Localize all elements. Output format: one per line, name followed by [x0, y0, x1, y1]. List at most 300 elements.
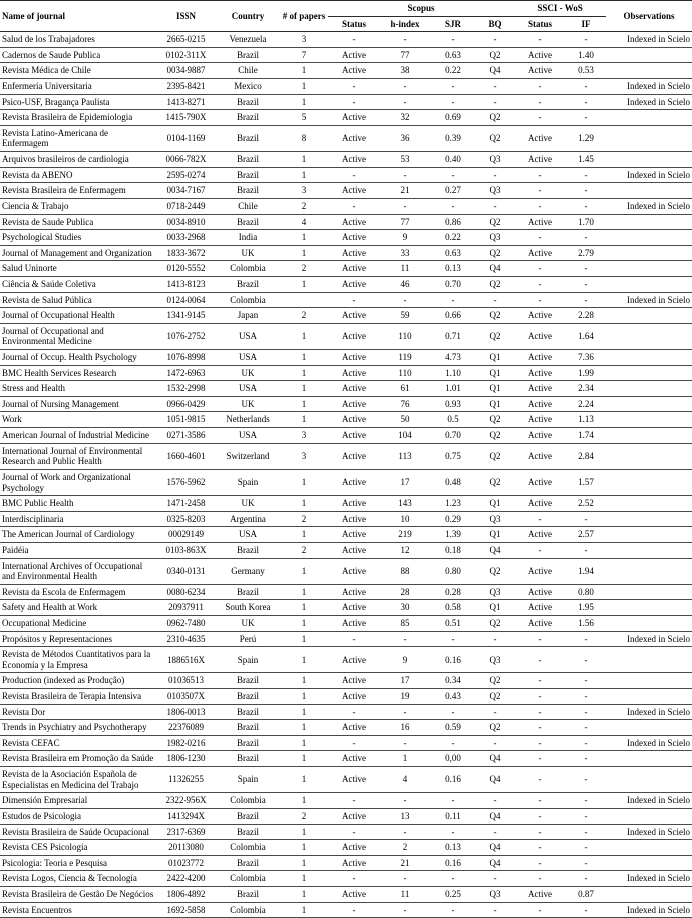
cell-sjr: 1.23 [430, 496, 476, 512]
cell-num-papers: 1 [280, 276, 328, 292]
cell-issn: 1806-0013 [156, 704, 216, 720]
cell-scopus-status: Active [328, 584, 380, 600]
cell-scopus-status: - [328, 704, 380, 720]
cell-issn: 1692-5858 [156, 902, 216, 918]
cell-sjr: 0.86 [430, 214, 476, 230]
cell-bq: - [476, 824, 514, 840]
cell-bq: Q1 [476, 365, 514, 381]
cell-country: Spain [216, 767, 280, 793]
cell-journal-name: Revista de Saude Publica [0, 214, 156, 230]
cell-bq: Q4 [476, 855, 514, 871]
cell-bq: Q2 [476, 276, 514, 292]
cell-issn: 0962-7480 [156, 615, 216, 631]
cell-issn: 1076-8998 [156, 350, 216, 366]
cell-if: - [566, 751, 606, 767]
cell-if: 7.36 [566, 350, 606, 366]
header-ssci-wos-group: SSCI - WoS [514, 1, 606, 17]
cell-observations [606, 496, 692, 512]
cell-sjr: - [430, 198, 476, 214]
cell-h-index: 17 [380, 673, 430, 689]
cell-num-papers: 7 [280, 47, 328, 63]
cell-num-papers: 1 [280, 767, 328, 793]
cell-observations: Indexed in Scielo [606, 793, 692, 809]
cell-bq: Q2 [476, 245, 514, 261]
cell-if: - [566, 94, 606, 110]
cell-sjr: - [430, 292, 476, 308]
cell-issn: 1833-3672 [156, 245, 216, 261]
cell-observations [606, 511, 692, 527]
cell-journal-name: Arquivos brasileiros de cardiologia [0, 152, 156, 168]
cell-wos-status: - [514, 647, 566, 673]
cell-observations [606, 469, 692, 495]
cell-if: - [566, 79, 606, 95]
cell-journal-name: Revista Brasileira de Enfermagem [0, 183, 156, 199]
cell-issn: 0966-0429 [156, 396, 216, 412]
cell-num-papers: 1 [280, 245, 328, 261]
cell-country: Brazil [216, 110, 280, 126]
cell-observations: Indexed in Scielo [606, 631, 692, 647]
cell-issn: 0034-7167 [156, 183, 216, 199]
cell-wos-status: - [514, 673, 566, 689]
cell-wos-status: - [514, 261, 566, 277]
cell-bq: Q2 [476, 469, 514, 495]
cell-country: Switzerland [216, 443, 280, 469]
cell-country: Brazil [216, 855, 280, 871]
cell-bq: - [476, 793, 514, 809]
cell-bq: - [476, 32, 514, 48]
cell-scopus-status: Active [328, 63, 380, 79]
cell-h-index: - [380, 79, 430, 95]
table-row [0, 79, 692, 95]
table-row [0, 412, 692, 428]
cell-issn: 0080-6234 [156, 584, 216, 600]
cell-sjr: 0.16 [430, 855, 476, 871]
cell-journal-name: Safety and Health at Work [0, 600, 156, 616]
cell-if: - [566, 824, 606, 840]
cell-wos-status: - [514, 855, 566, 871]
cell-wos-status: - [514, 32, 566, 48]
cell-issn: 1413-8123 [156, 276, 216, 292]
cell-num-papers: 1 [280, 704, 328, 720]
cell-journal-name: Stress and Health [0, 381, 156, 397]
cell-country: Netherlands [216, 412, 280, 428]
cell-num-papers: 1 [280, 323, 328, 349]
cell-wos-status: Active [514, 323, 566, 349]
cell-num-papers: 2 [280, 261, 328, 277]
cell-bq: Q2 [476, 110, 514, 126]
cell-if: 0.80 [566, 584, 606, 600]
cell-scopus-status: Active [328, 428, 380, 444]
cell-bq: Q2 [476, 558, 514, 584]
cell-country: Brazil [216, 167, 280, 183]
cell-wos-status: Active [514, 558, 566, 584]
cell-journal-name: Revista Brasileira em Promoção da Saúde [0, 751, 156, 767]
cell-issn: 1982-0216 [156, 735, 216, 751]
cell-observations [606, 276, 692, 292]
cell-bq: Q3 [476, 511, 514, 527]
cell-scopus-status: Active [328, 527, 380, 543]
cell-issn: 1415-790X [156, 110, 216, 126]
cell-if: 1.64 [566, 323, 606, 349]
cell-sjr: 0.71 [430, 323, 476, 349]
cell-scopus-status: Active [328, 381, 380, 397]
cell-num-papers: 1 [280, 720, 328, 736]
cell-bq: Q3 [476, 152, 514, 168]
cell-bq: Q1 [476, 496, 514, 512]
cell-num-papers: 1 [280, 79, 328, 95]
cell-observations [606, 183, 692, 199]
cell-wos-status: Active [514, 365, 566, 381]
cell-observations [606, 308, 692, 324]
table-row [0, 751, 692, 767]
cell-country: Brazil [216, 886, 280, 902]
cell-h-index: - [380, 32, 430, 48]
cell-bq: Q2 [476, 47, 514, 63]
cell-issn: 1471-2458 [156, 496, 216, 512]
cell-bq: Q2 [476, 412, 514, 428]
cell-country: Germany [216, 558, 280, 584]
cell-num-papers: 1 [280, 615, 328, 631]
cell-journal-name: Revista Brasileira de Terapia Intensiva [0, 689, 156, 705]
cell-scopus-status: - [328, 32, 380, 48]
header-h-index: h-index [380, 16, 430, 32]
cell-wos-status: - [514, 689, 566, 705]
cell-journal-name: International Journal of Environmental Research and Public Health [0, 443, 156, 469]
cell-wos-status: Active [514, 600, 566, 616]
cell-if: 2.24 [566, 396, 606, 412]
cell-wos-status: Active [514, 527, 566, 543]
cell-scopus-status: Active [328, 214, 380, 230]
cell-journal-name: BMC Health Services Research [0, 365, 156, 381]
cell-sjr: 0.93 [430, 396, 476, 412]
cell-h-index: 104 [380, 428, 430, 444]
cell-bq: Q2 [476, 214, 514, 230]
cell-issn: 0033-2968 [156, 230, 216, 246]
cell-if: - [566, 183, 606, 199]
cell-h-index: 21 [380, 855, 430, 871]
cell-sjr: - [430, 902, 476, 918]
cell-journal-name: Psychological Studies [0, 230, 156, 246]
cell-if: 2.84 [566, 443, 606, 469]
cell-bq: Q2 [476, 615, 514, 631]
cell-sjr: 0.80 [430, 558, 476, 584]
cell-observations [606, 600, 692, 616]
cell-scopus-status: Active [328, 600, 380, 616]
cell-issn: 2322-956X [156, 793, 216, 809]
cell-sjr: 0.48 [430, 469, 476, 495]
cell-wos-status: - [514, 79, 566, 95]
cell-sjr: - [430, 735, 476, 751]
cell-scopus-status: Active [328, 855, 380, 871]
cell-if: - [566, 110, 606, 126]
table-row [0, 496, 692, 512]
cell-wos-status: Active [514, 152, 566, 168]
cell-wos-status: - [514, 230, 566, 246]
table-row [0, 871, 692, 887]
cell-if: - [566, 855, 606, 871]
cell-sjr: 0.13 [430, 840, 476, 856]
table-row [0, 527, 692, 543]
cell-journal-name: Journal of Nursing Management [0, 396, 156, 412]
cell-sjr: 0.51 [430, 615, 476, 631]
cell-num-papers: 1 [280, 527, 328, 543]
cell-wos-status: - [514, 704, 566, 720]
table-row [0, 511, 692, 527]
cell-wos-status: Active [514, 584, 566, 600]
cell-num-papers [280, 292, 328, 308]
header-scopus-group: Scopus [328, 1, 514, 17]
cell-issn: 01036513 [156, 673, 216, 689]
cell-scopus-status: - [328, 167, 380, 183]
cell-bq: Q4 [476, 751, 514, 767]
journal-table-body [0, 32, 692, 918]
cell-observations [606, 855, 692, 871]
cell-sjr: - [430, 871, 476, 887]
cell-bq: - [476, 167, 514, 183]
cell-observations: Indexed in Scielo [606, 824, 692, 840]
cell-country: Colombia [216, 871, 280, 887]
cell-journal-name: Salud de los Trabajadores [0, 32, 156, 48]
cell-h-index: - [380, 735, 430, 751]
table-row [0, 245, 692, 261]
cell-country: Spain [216, 647, 280, 673]
cell-wos-status: Active [514, 214, 566, 230]
cell-observations [606, 396, 692, 412]
cell-sjr: 0.27 [430, 183, 476, 199]
cell-journal-name: Production (indexed as Produção) [0, 673, 156, 689]
table-row [0, 720, 692, 736]
cell-sjr: 0.39 [430, 125, 476, 151]
cell-scopus-status: Active [328, 365, 380, 381]
cell-h-index: 9 [380, 230, 430, 246]
cell-h-index: 33 [380, 245, 430, 261]
cell-journal-name: Journal of Management and Organization [0, 245, 156, 261]
cell-observations [606, 428, 692, 444]
cell-if: 1.70 [566, 214, 606, 230]
cell-issn: 0034-9887 [156, 63, 216, 79]
cell-journal-name: Revista da Escola de Enfermagem [0, 584, 156, 600]
cell-num-papers: 1 [280, 167, 328, 183]
cell-issn: 0103507X [156, 689, 216, 705]
cell-country: Japan [216, 308, 280, 324]
cell-observations [606, 615, 692, 631]
cell-if: 2.79 [566, 245, 606, 261]
cell-observations: Indexed in Scielo [606, 94, 692, 110]
cell-observations [606, 110, 692, 126]
cell-country: Brazil [216, 125, 280, 151]
cell-if: - [566, 689, 606, 705]
table-row [0, 94, 692, 110]
cell-h-index: 16 [380, 720, 430, 736]
cell-scopus-status: - [328, 871, 380, 887]
cell-country: Brazil [216, 276, 280, 292]
cell-h-index: - [380, 824, 430, 840]
table-row [0, 704, 692, 720]
cell-issn: 11326255 [156, 767, 216, 793]
cell-scopus-status: - [328, 824, 380, 840]
cell-journal-name: Interdisciplinaria [0, 511, 156, 527]
table-row [0, 902, 692, 918]
cell-h-index: 2 [380, 840, 430, 856]
cell-scopus-status: - [328, 198, 380, 214]
cell-scopus-status: Active [328, 350, 380, 366]
table-row [0, 308, 692, 324]
cell-sjr: 1.10 [430, 365, 476, 381]
cell-bq: Q2 [476, 323, 514, 349]
cell-if: - [566, 292, 606, 308]
cell-scopus-status: - [328, 735, 380, 751]
cell-if: - [566, 808, 606, 824]
cell-sjr: 0.69 [430, 110, 476, 126]
cell-country: USA [216, 428, 280, 444]
cell-observations [606, 542, 692, 558]
cell-scopus-status: Active [328, 276, 380, 292]
cell-num-papers: 2 [280, 808, 328, 824]
cell-h-index: - [380, 292, 430, 308]
cell-if: - [566, 167, 606, 183]
cell-if: 2.34 [566, 381, 606, 397]
cell-if: - [566, 276, 606, 292]
cell-if: - [566, 720, 606, 736]
cell-wos-status: - [514, 292, 566, 308]
cell-issn: 0120-5552 [156, 261, 216, 277]
cell-scopus-status: Active [328, 308, 380, 324]
cell-if: - [566, 631, 606, 647]
cell-if: 1.99 [566, 365, 606, 381]
cell-h-index: 143 [380, 496, 430, 512]
cell-journal-name: Estudos de Psicologia [0, 808, 156, 824]
cell-country: UK [216, 365, 280, 381]
cell-bq: Q4 [476, 767, 514, 793]
cell-observations: Indexed in Scielo [606, 79, 692, 95]
table-row [0, 808, 692, 824]
cell-country: Brazil [216, 584, 280, 600]
cell-issn: 0103-863X [156, 542, 216, 558]
cell-observations [606, 261, 692, 277]
cell-if: - [566, 767, 606, 793]
cell-observations [606, 63, 692, 79]
cell-country: India [216, 230, 280, 246]
cell-num-papers: 1 [280, 631, 328, 647]
cell-h-index: 53 [380, 152, 430, 168]
cell-country: Brazil [216, 183, 280, 199]
cell-journal-name: Revista Brasileira de Gestão De Negócios [0, 886, 156, 902]
cell-h-index: 21 [380, 183, 430, 199]
cell-journal-name: Revista da ABENO [0, 167, 156, 183]
cell-country: USA [216, 527, 280, 543]
cell-issn: 0104-1169 [156, 125, 216, 151]
cell-observations [606, 47, 692, 63]
cell-sjr: 0.34 [430, 673, 476, 689]
cell-wos-status: Active [514, 428, 566, 444]
cell-scopus-status: Active [328, 396, 380, 412]
cell-scopus-status: Active [328, 689, 380, 705]
cell-h-index: 110 [380, 323, 430, 349]
cell-wos-status: - [514, 808, 566, 824]
cell-issn: 0718-2449 [156, 198, 216, 214]
table-row [0, 886, 692, 902]
cell-sjr: - [430, 704, 476, 720]
cell-issn: 1660-4601 [156, 443, 216, 469]
cell-scopus-status: Active [328, 647, 380, 673]
cell-bq: Q2 [476, 443, 514, 469]
cell-sjr: 0.22 [430, 63, 476, 79]
cell-issn: 0102-311X [156, 47, 216, 63]
cell-journal-name: Revista Brasileira de Saúde Ocupacional [0, 824, 156, 840]
cell-issn: 1341-9145 [156, 308, 216, 324]
cell-journal-name: Revista CEFAC [0, 735, 156, 751]
table-row [0, 824, 692, 840]
cell-if: 1.95 [566, 600, 606, 616]
cell-country: UK [216, 396, 280, 412]
cell-num-papers: 1 [280, 396, 328, 412]
cell-bq: - [476, 902, 514, 918]
cell-wos-status: - [514, 793, 566, 809]
cell-wos-status: Active [514, 125, 566, 151]
cell-journal-name: Cadernos de Saude Publica [0, 47, 156, 63]
cell-num-papers: 1 [280, 824, 328, 840]
cell-wos-status: - [514, 183, 566, 199]
cell-wos-status: Active [514, 615, 566, 631]
cell-issn: 0340-0131 [156, 558, 216, 584]
cell-h-index: 119 [380, 350, 430, 366]
cell-num-papers: 1 [280, 840, 328, 856]
cell-country: Brazil [216, 704, 280, 720]
cell-observations: Indexed in Scielo [606, 735, 692, 751]
table-row [0, 230, 692, 246]
cell-wos-status: Active [514, 412, 566, 428]
cell-wos-status: Active [514, 63, 566, 79]
cell-country: Brazil [216, 94, 280, 110]
cell-h-index: 28 [380, 584, 430, 600]
cell-sjr: - [430, 824, 476, 840]
cell-if: 1.56 [566, 615, 606, 631]
cell-issn: 2595-0274 [156, 167, 216, 183]
cell-num-papers: 1 [280, 902, 328, 918]
cell-scopus-status: Active [328, 261, 380, 277]
cell-issn: 1576-5962 [156, 469, 216, 495]
cell-bq: - [476, 79, 514, 95]
header-if: IF [566, 16, 606, 32]
cell-wos-status: - [514, 94, 566, 110]
cell-bq: - [476, 735, 514, 751]
cell-observations: Indexed in Scielo [606, 704, 692, 720]
cell-if: - [566, 542, 606, 558]
cell-num-papers: 8 [280, 125, 328, 151]
table-row [0, 292, 692, 308]
cell-issn: 00029149 [156, 527, 216, 543]
cell-wos-status: - [514, 751, 566, 767]
cell-wos-status: Active [514, 443, 566, 469]
cell-wos-status: Active [514, 396, 566, 412]
cell-journal-name: Revista Brasileira de Epidemiologia [0, 110, 156, 126]
table-row [0, 469, 692, 495]
cell-bq: Q1 [476, 381, 514, 397]
cell-scopus-status: Active [328, 152, 380, 168]
cell-scopus-status: - [328, 292, 380, 308]
cell-sjr: 0.29 [430, 511, 476, 527]
table-row [0, 110, 692, 126]
cell-num-papers: 1 [280, 855, 328, 871]
cell-scopus-status: Active [328, 767, 380, 793]
cell-num-papers: 2 [280, 198, 328, 214]
cell-num-papers: 1 [280, 793, 328, 809]
cell-scopus-status: Active [328, 125, 380, 151]
cell-wos-status: Active [514, 350, 566, 366]
cell-h-index: - [380, 902, 430, 918]
cell-sjr: 0.22 [430, 230, 476, 246]
cell-journal-name: Journal of Work and Organizational Psychology [0, 469, 156, 495]
